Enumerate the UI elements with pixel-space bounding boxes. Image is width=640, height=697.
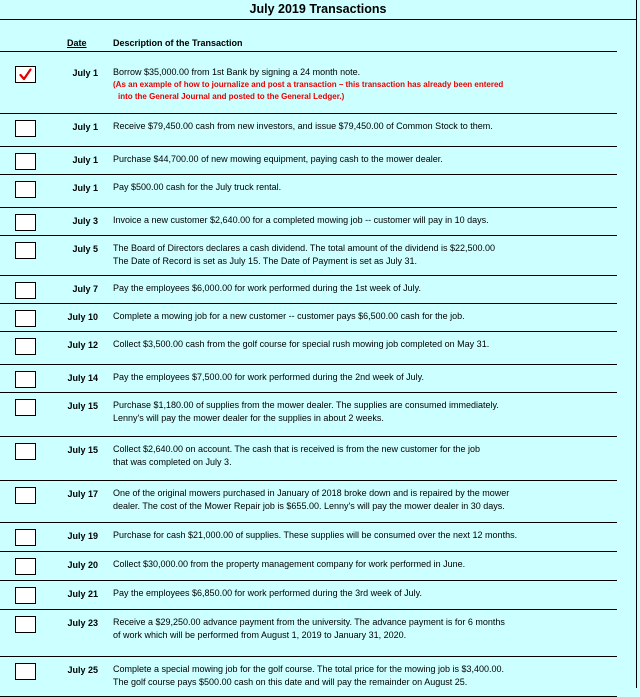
description-line: The golf course pays $500.00 cash on this date and will pay the remainder on August 25. [113,677,468,687]
transaction-row [0,657,617,697]
description-column-header: Description of the Transaction [113,38,243,48]
description-line: Complete a mowing job for a new customer -- customer pays $6,500.00 cash for the job. [113,311,465,321]
page-title: July 2019 Transactions [0,0,636,20]
description-line: Pay the employees $7,500.00 for work performed during the 2nd week of July. [113,372,425,382]
transaction-description [113,338,613,351]
description-line: Collect $2,640.00 on account. The cash that is received is from the new customer for the job [113,444,481,454]
transaction-row [0,581,617,610]
description-line: Borrow $35,000.00 from 1st Bank by signing a 24 month note. [113,67,361,77]
transaction-date: July 1 [72,122,98,132]
checkbox-checked[interactable] [15,66,36,83]
transaction-row [0,304,617,332]
transaction-row [0,552,617,581]
transaction-date: July 23 [67,618,98,628]
checkbox[interactable] [15,487,36,504]
description-line: Collect $3,500.00 cash from the golf course for special rush mowing job completed on May 31. [113,339,490,349]
checkbox[interactable] [15,282,36,299]
transaction-date: July 5 [72,244,98,254]
transaction-date: July 19 [67,531,98,541]
transaction-row [0,208,617,236]
transaction-row [0,236,617,276]
transaction-date: July 17 [67,489,98,499]
transaction-date: July 15 [67,401,98,411]
transaction-date: July 12 [67,340,98,350]
transaction-description [113,282,613,295]
transaction-date: July 10 [67,312,98,322]
transaction-date: July 1 [72,155,98,165]
checkbox[interactable] [15,120,36,137]
description-line: that was completed on July 3. [113,457,232,467]
description-line: Complete a special mowing job for the golf course. The total price for the mowing job is $3,400.00. [113,664,505,674]
transaction-row [0,52,617,114]
transaction-description [113,558,613,571]
transaction-date: July 21 [67,589,98,599]
transaction-description [113,587,613,600]
transaction-description [113,120,613,133]
checkbox[interactable] [15,616,36,633]
checkbox[interactable] [15,214,36,231]
transaction-description [113,371,613,384]
transaction-description [113,663,613,689]
transaction-date: July 7 [72,284,98,294]
transaction-row [0,393,617,437]
checkbox[interactable] [15,153,36,170]
description-line: Pay the employees $6,000.00 for work performed during the 1st week of July. [113,283,421,293]
frame-border [636,0,637,688]
transaction-date: July 25 [67,665,98,675]
description-line: Receive a $29,250.00 advance payment from the university. The advance payment is for 6 months [113,617,505,627]
transaction-row [0,332,617,365]
description-line: One of the original mowers purchased in January of 2018 broke down and is repaired by the mower [113,488,510,498]
example-note: (As an example of how to journalize and post a transaction – this transaction has already been entered [113,80,504,89]
transaction-date: July 1 [72,68,98,78]
transaction-description [113,153,613,166]
checkbox[interactable] [15,242,36,259]
checkbox[interactable] [15,558,36,575]
description-line: Purchase for cash $21,000.00 of supplies. These supplies will be consumed over the next 12 months. [113,530,518,540]
checkbox[interactable] [15,587,36,604]
description-line: Collect $30,000.00 from the property management company for work performed in June. [113,559,466,569]
transaction-date: July 3 [72,216,98,226]
transaction-date: July 14 [67,373,98,383]
transaction-description [113,242,613,268]
transaction-description [113,310,613,323]
transaction-row [0,175,617,208]
transaction-date: July 1 [72,183,98,193]
checkbox[interactable] [15,443,36,460]
description-line: Receive $79,450.00 cash from new investors, and issue $79,450.00 of Common Stock to them. [113,121,493,131]
transaction-row [0,523,617,552]
transaction-date: July 15 [67,445,98,455]
transaction-description [113,616,613,642]
description-line: dealer. The cost of the Mower Repair job is $655.00. Lenny's will pay the mower dealer in 30 days. [113,501,505,511]
description-line: Purchase $44,700.00 of new mowing equipment, paying cash to the mower dealer. [113,154,443,164]
checkbox[interactable] [15,399,36,416]
description-line: Invoice a new customer $2,640.00 for a completed mowing job -- customer will pay in 10 days. [113,215,489,225]
checkbox[interactable] [15,371,36,388]
description-line: Purchase $1,180.00 of supplies from the mower dealer. The supplies are consumed immediately. [113,400,499,410]
transaction-description [113,399,613,425]
description-line: of work which will be performed from August 1, 2019 to January 31, 2020. [113,630,407,640]
transaction-description [113,487,613,513]
transaction-description [113,181,613,194]
checkbox[interactable] [15,181,36,198]
transaction-description [113,443,613,469]
description-line: Lenny's will pay the mower dealer for the supplies in about 2 weeks. [113,413,384,423]
checkbox[interactable] [15,338,36,355]
checkbox[interactable] [15,529,36,546]
description-line: Pay $500.00 cash for the July truck rental. [113,182,282,192]
description-line: The Date of Record is set as July 15. The Date of Payment is set as July 31. [113,256,417,266]
transaction-description [113,529,613,542]
date-column-header: Date [67,38,87,48]
transaction-description [113,66,613,103]
transaction-row [0,114,617,147]
description-line: Pay the employees $6,850.00 for work performed during the 3rd week of July. [113,588,423,598]
transaction-row [0,365,617,393]
transaction-row [0,437,617,481]
example-note: into the General Journal and posted to the General Ledger.) [118,92,345,101]
transaction-row [0,610,617,657]
checkbox[interactable] [15,663,36,680]
checkmark-icon [19,68,32,81]
transaction-row [0,147,617,175]
description-line: The Board of Directors declares a cash dividend. The total amount of the dividend is $22,500.00 [113,243,496,253]
transaction-row [0,276,617,304]
transaction-row [0,481,617,523]
transaction-description [113,214,613,227]
transaction-date: July 20 [67,560,98,570]
checkbox[interactable] [15,310,36,327]
